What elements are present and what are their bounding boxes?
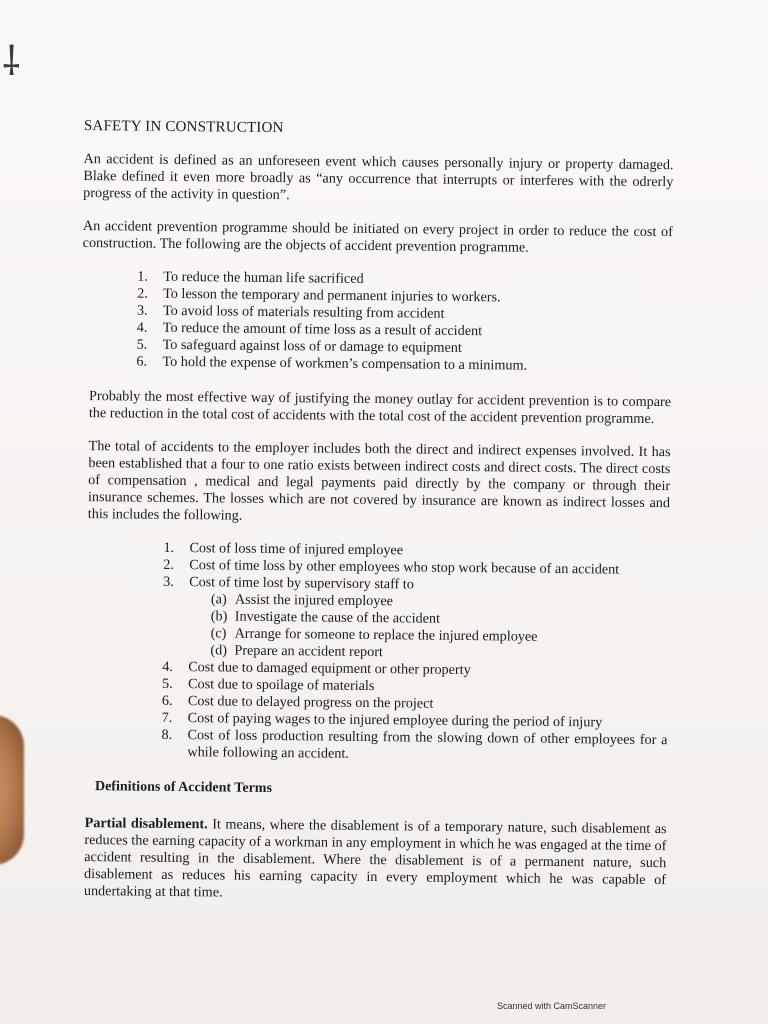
list-number: 6. — [161, 692, 173, 709]
list-number: 5. — [161, 675, 173, 692]
list-number: 3. — [163, 573, 174, 590]
term-label: Partial disablement. — [84, 815, 208, 833]
scanner-watermark: Scanned with CamScanner — [497, 1001, 607, 1011]
list-number: 2. — [163, 556, 175, 573]
sublist-letter: (c) — [210, 625, 227, 642]
list-text: Cost of paying wages to the injured employee during the period of injury — [187, 710, 603, 731]
list-number: 5. — [136, 336, 148, 353]
sublist-letter: (a) — [210, 591, 227, 608]
paragraph-programme: An accident prevention programme should be initiated on every project in order to reduce the cost of construction. The following are the objects of accident prevention programme. — [82, 217, 673, 256]
list-number: 1. — [163, 539, 175, 556]
list-text: To reduce the amount of time loss as a result of accident — [162, 319, 483, 340]
list-number: 6. — [136, 353, 148, 370]
page-title: SAFETY IN CONSTRUCTION — [83, 118, 284, 137]
list-text — [188, 574, 669, 664]
list-text: To reduce the human life sacrificed — [163, 268, 364, 287]
term-definition: It means, where the disablement is of a temporary nature, such disablement as reduces the earning capacity of a workman in any employment in which he was engaged at the time of accident resulting in the disablement. Where the disablement is of a permanent nature, such disablement as reduces his earning capacity in every employment which he was capable of undertaking at that time. — [83, 816, 667, 901]
list-number: 2. — [137, 285, 148, 302]
list-number: 8. — [161, 726, 173, 743]
sublist-letter: (b) — [210, 608, 228, 625]
indirect-costs-list — [77, 539, 669, 766]
list-text: To hold the expense of workmen’s compensation to a minimum. — [162, 353, 528, 374]
objects-list — [81, 268, 672, 376]
list-text: Cost of loss production resulting from the slowing down of other employees for a while following an accident. — [187, 727, 668, 762]
list-number: 4. — [136, 319, 148, 336]
list-text: Cost due to damaged equipment or other property — [188, 659, 471, 679]
list-item — [162, 574, 669, 664]
sublist-text: Investigate the cause of the accident — [234, 608, 441, 627]
sublist-text: Arrange for someone to replace the injured employee — [234, 625, 538, 645]
paragraph-justify: Probably the most effective way of justifying the money outlay for accident prevention is to compare the reduction in the total cost of accidents with the total cost of the accident prevention programme. — [88, 388, 672, 427]
document-body — [76, 118, 674, 922]
thumb-shadow — [0, 715, 24, 865]
paragraph-definition: An accident is defined as an unforeseen event which causes personally injury or property damaged. Blake defined it even more broadly as “any occurrence that interrupts or interferes with the odrerly progress of the activity in question”. — [83, 150, 674, 204]
list-text: To lesson the temporary and permanent injuries to workers. — [163, 285, 501, 306]
supervisory-sublist — [188, 591, 669, 664]
list-text: To avoid loss of materials resulting from accident — [162, 302, 445, 322]
list-text: Cost of loss time of injured employee — [189, 540, 404, 559]
paragraph-partial-disablement — [84, 815, 667, 906]
list-text: Cost due to spoilage of materials — [187, 676, 375, 695]
paragraph-total-costs: The total of accidents to the employer includes both the direct and indirect expenses involved. It has been established that a four to one ratio exists between indirect costs and direct costs. The direct costs of compensation , medical and legal payments paid directly by the company or through their insurance schemes. The losses which are not covered by insurance are known as indirect losses and this includes the following. — [87, 438, 671, 524]
list-number: 4. — [162, 658, 173, 675]
list-text: Cost due to delayed progress on the project — [187, 693, 434, 712]
list-number: 1. — [137, 268, 149, 285]
list-text-main: Cost of time lost by supervisory staff to — [189, 574, 414, 593]
list-text: Cost of time loss by other employees who stop work because of an accident — [189, 557, 620, 578]
ink-mark-icon: ⸸ — [2, 39, 21, 84]
list-item — [161, 727, 667, 766]
list-number: 3. — [136, 302, 148, 319]
list-text: To safeguard against loss of or damage to equipment — [162, 336, 462, 356]
list-number: 7. — [161, 709, 173, 726]
section-heading: Definitions of Accident Terms — [94, 779, 273, 797]
sublist-text: Assist the injured employee — [234, 591, 394, 610]
sublist-letter: (d) — [210, 642, 228, 659]
sublist-text: Prepare an accident report — [234, 642, 384, 661]
